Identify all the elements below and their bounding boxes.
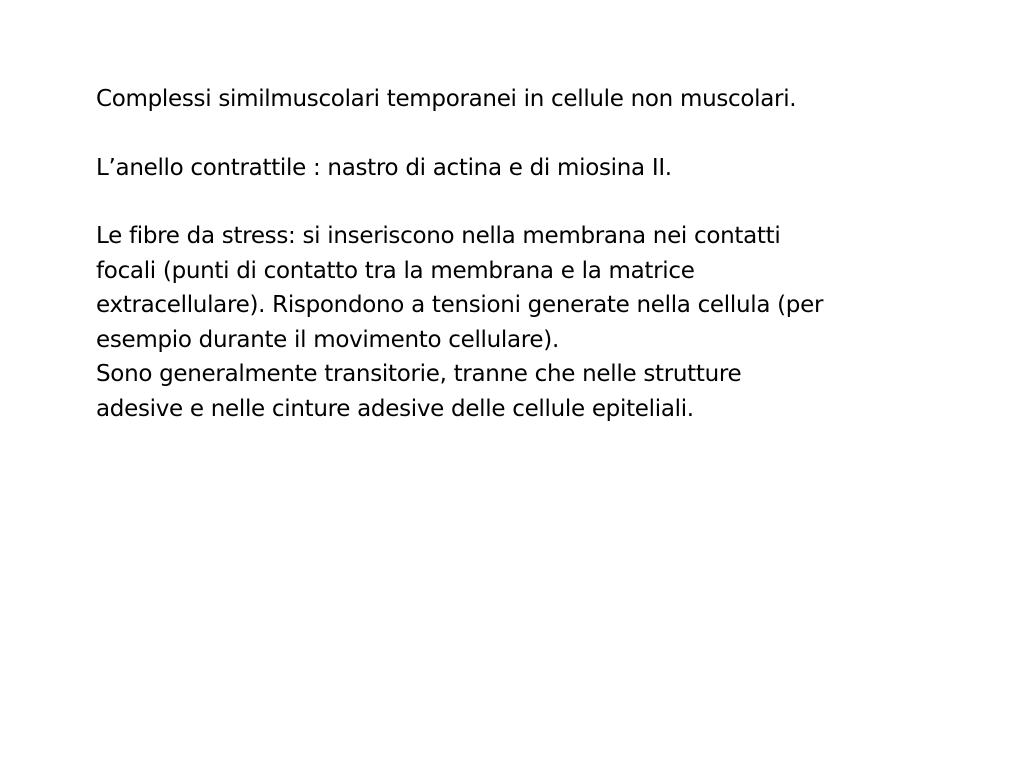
text-line: Sono generalmente transitorie, tranne che nelle strutture (96, 361, 742, 387)
slide-body (96, 82, 956, 426)
text-line: adesive e nelle cinture adesive delle cellule epiteliali. (96, 395, 694, 422)
text-line: Complessi similmuscolari temporanei in cellule non muscolari. (96, 86, 797, 112)
paragraph-transitory (96, 357, 956, 426)
paragraph-contractile-ring (96, 151, 956, 186)
text-line: esempio durante il movimento cellulare). (96, 326, 559, 353)
text-line: Le fibre da stress: si inseriscono nella membrana nei contatti (96, 223, 781, 249)
paragraph-stress-fibers (96, 219, 956, 357)
text-line: L’anello contrattile : nastro di actina e di miosina II. (96, 154, 672, 181)
text-line: focali (punti di contatto tra la membrana e la matrice (96, 257, 695, 284)
paragraph-intro (96, 82, 956, 117)
text-line: extracellulare). Rispondono a tensioni generate nella cellula (per (96, 292, 824, 318)
